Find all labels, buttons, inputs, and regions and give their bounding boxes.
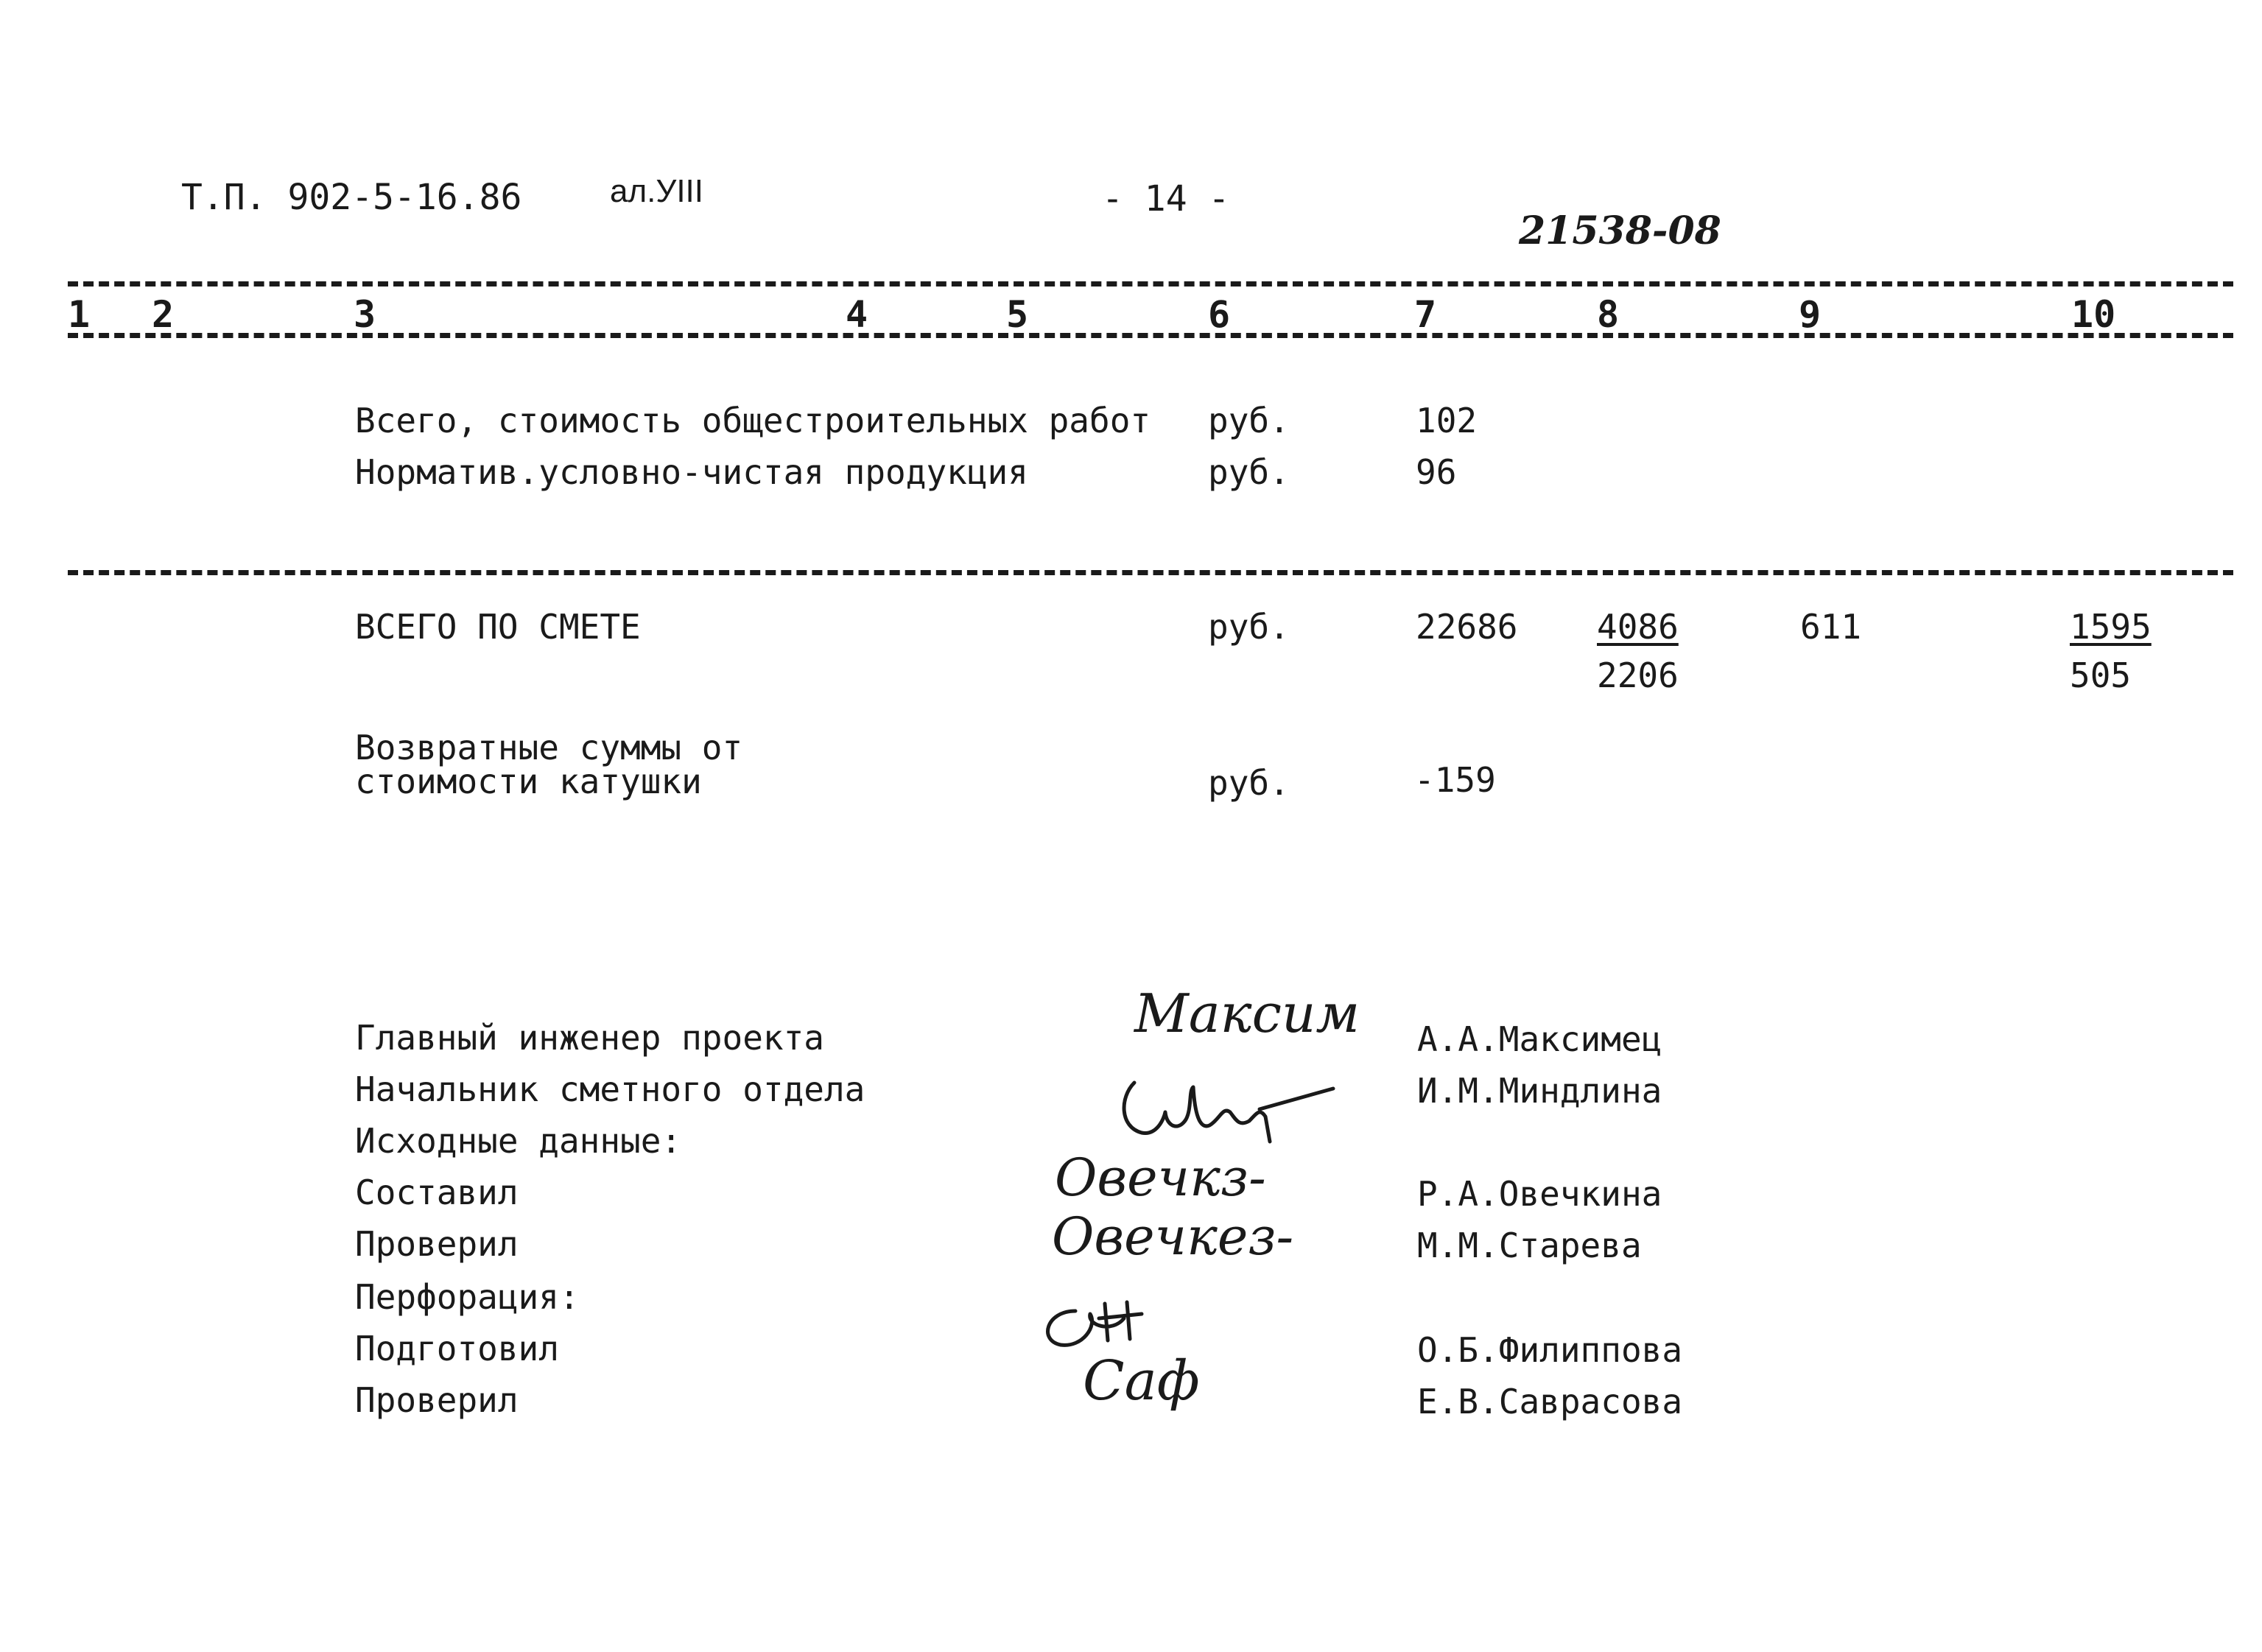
- signature-name: А.А.Максимец: [1417, 1019, 1662, 1059]
- total-value-col9: 611: [1800, 607, 1862, 647]
- total-label: ВСЕГО ПО СМЕТЕ: [355, 607, 641, 647]
- row-unit: руб.: [1208, 452, 1290, 492]
- refund-label-line2: стоимости катушки: [355, 762, 702, 801]
- handwritten-signature: Максим: [1134, 983, 1360, 1044]
- refund-value-col7: -159: [1414, 760, 1496, 800]
- handwritten-signature: Овечкез-: [1052, 1206, 1294, 1267]
- column-header-top-rule: [68, 281, 2233, 287]
- row-label: Норматив.условно-чистая продукция: [355, 452, 1028, 492]
- handwritten-signature: Саф: [1083, 1349, 1200, 1413]
- handwritten-signature: Овечкз-: [1055, 1147, 1266, 1208]
- refund-label-line1: Возвратные суммы от: [355, 728, 743, 767]
- signature-name: О.Б.Филиппова: [1417, 1330, 1683, 1370]
- row-value-col7: 96: [1416, 452, 1457, 492]
- signature-name: И.М.Миндлина: [1417, 1071, 1662, 1111]
- doc-code: Т.П. 902-5-16.86: [181, 177, 522, 218]
- column-number-8: 8: [1597, 293, 1620, 336]
- signature-name: М.М.Старева: [1417, 1226, 1642, 1265]
- signature-role: Подготовил: [355, 1329, 559, 1368]
- column-number-2: 2: [152, 293, 175, 336]
- signature-name: Р.А.Овечкина: [1417, 1174, 1662, 1214]
- section-divider: [68, 570, 2233, 575]
- column-number-5: 5: [1006, 293, 1029, 336]
- signature-role: Начальник сметного отдела: [355, 1069, 865, 1109]
- total-value-col10-bottom: 505: [2070, 655, 2132, 695]
- column-number-4: 4: [846, 293, 868, 336]
- total-value-col8-top: 4086: [1597, 607, 1679, 647]
- column-number-6: 6: [1208, 293, 1231, 336]
- handwritten-signature: [1112, 1068, 1363, 1149]
- signature-role: Главный инженер проекта: [355, 1018, 824, 1058]
- column-header-bottom-rule: [68, 333, 2233, 338]
- total-value-col7: 22686: [1416, 607, 1518, 647]
- column-number-1: 1: [68, 293, 91, 336]
- total-unit: руб.: [1208, 607, 1290, 647]
- total-value-col8-bottom: 2206: [1597, 655, 1679, 695]
- signature-role: Исходные данные:: [355, 1121, 682, 1161]
- row-label: Всего, стоимость общестроительных работ: [355, 401, 1151, 440]
- signature-role: Перфорация:: [355, 1277, 580, 1317]
- signature-name: Е.В.Саврасова: [1417, 1382, 1683, 1421]
- row-value-col7: 102: [1416, 401, 1478, 440]
- signature-role: Проверил: [355, 1224, 519, 1264]
- column-number-9: 9: [1799, 293, 1822, 336]
- signature-role: Проверил: [355, 1380, 519, 1420]
- column-number-7: 7: [1414, 293, 1437, 336]
- page-number: - 14 -: [1102, 178, 1230, 219]
- column-number-10: 10: [2071, 293, 2116, 336]
- inventory-number: 21538-08: [1519, 208, 1721, 253]
- signature-role: Составил: [355, 1173, 519, 1212]
- total-value-col10-top: 1595: [2070, 607, 2152, 647]
- column-number-3: 3: [354, 293, 376, 336]
- refund-unit: руб.: [1208, 763, 1290, 803]
- row-unit: руб.: [1208, 401, 1290, 440]
- album-number: ал.УIII: [610, 173, 703, 209]
